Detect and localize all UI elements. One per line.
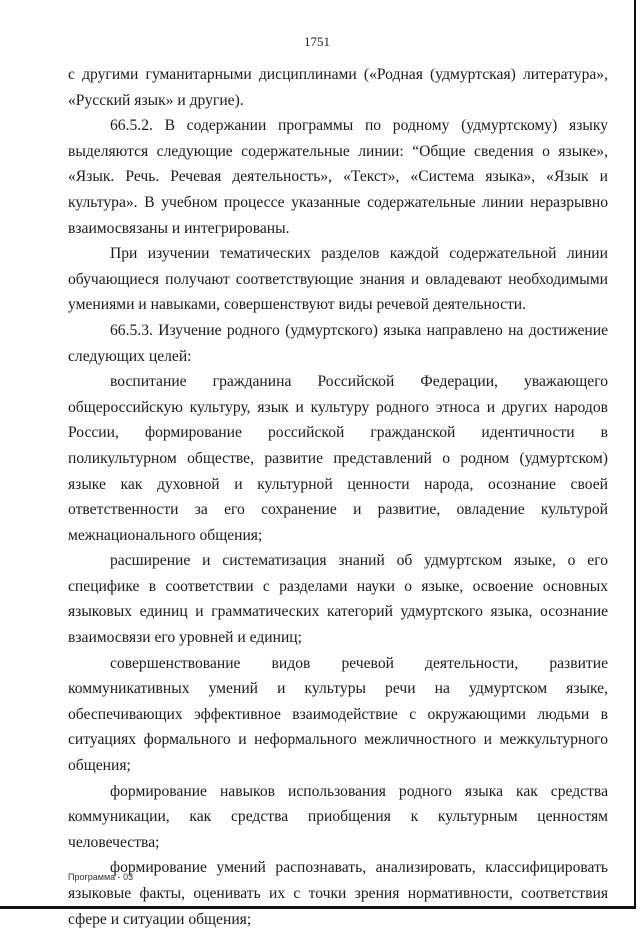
goal-item-analysis-skills: формирование умений распознавать, анализировать, классифицировать языковые факты, оценивать их с точки зрения нормативности, соответствия сфере и ситуации общения; bbox=[68, 859, 608, 928]
document-body bbox=[68, 62, 608, 932]
page-footer: Программа - 03 bbox=[68, 872, 134, 882]
goal-item-speech-activity: совершенствование видов речевой деятельности, развитие коммуникативных умений и культуры речи на удмуртском языке, обеспечивающих эффективное взаимодействие с окружающими людьми в ситуациях формального и неформального межличностного и межкультурного общения; bbox=[68, 654, 608, 775]
paragraph-continuation: с другими гуманитарными дисциплинами («Родная (удмуртская) литература», «Русский язык» и другие). bbox=[68, 66, 608, 109]
paragraph-66-5-3: 66.5.3. Изучение родного (удмуртского) языка направлено на достижение следующих целей: bbox=[68, 321, 608, 365]
goal-item-knowledge: расширение и систематизация знаний об удмуртском языке, о его специфике в соответствии с разделами науки о языке, освоение основных языковых единиц и грамматических категорий удмуртского языка, осознание взаимосвязи его уровней и единиц; bbox=[68, 552, 608, 647]
goal-item-communication-skills: формирование навыков использования родного языка как средства коммуникации, как средства приобщения к культурным ценностям человечества; bbox=[68, 782, 608, 851]
page-number: 1751 bbox=[304, 34, 330, 49]
paragraph-thematic-sections: При изучении тематических разделов каждой содержательной линии обучающиеся получают соответствующие знания и овладевают необходимыми умениями и навыками, совершенствуют виды речевой деятельности. bbox=[68, 245, 608, 314]
paragraph-66-5-2: 66.5.2. В содержании программы по родному (удмуртскому) языку выделяются следующие содержательные линии: “Общие сведения о языке», «Язык. Речь. Речевая деятельность», «Текст», «Система языка», «Язык и культура». В учебном процессе указанные содержательные линии неразрывно взаимосвязаны и интегрированы. bbox=[68, 117, 608, 237]
goal-item-citizenship: воспитание гражданина Российской Федерации, уважающего общероссийскую культуру, язык и культуру родного этноса и других народов России, формирование российской гражданской идентичности в поликультурном обществе, развитие представлений о родном (удмуртском) языке как духовной и культурной ценности народа, осознание своей ответственности за его сохранение и развитие, овладение культурой межнационального общения; bbox=[68, 373, 608, 544]
